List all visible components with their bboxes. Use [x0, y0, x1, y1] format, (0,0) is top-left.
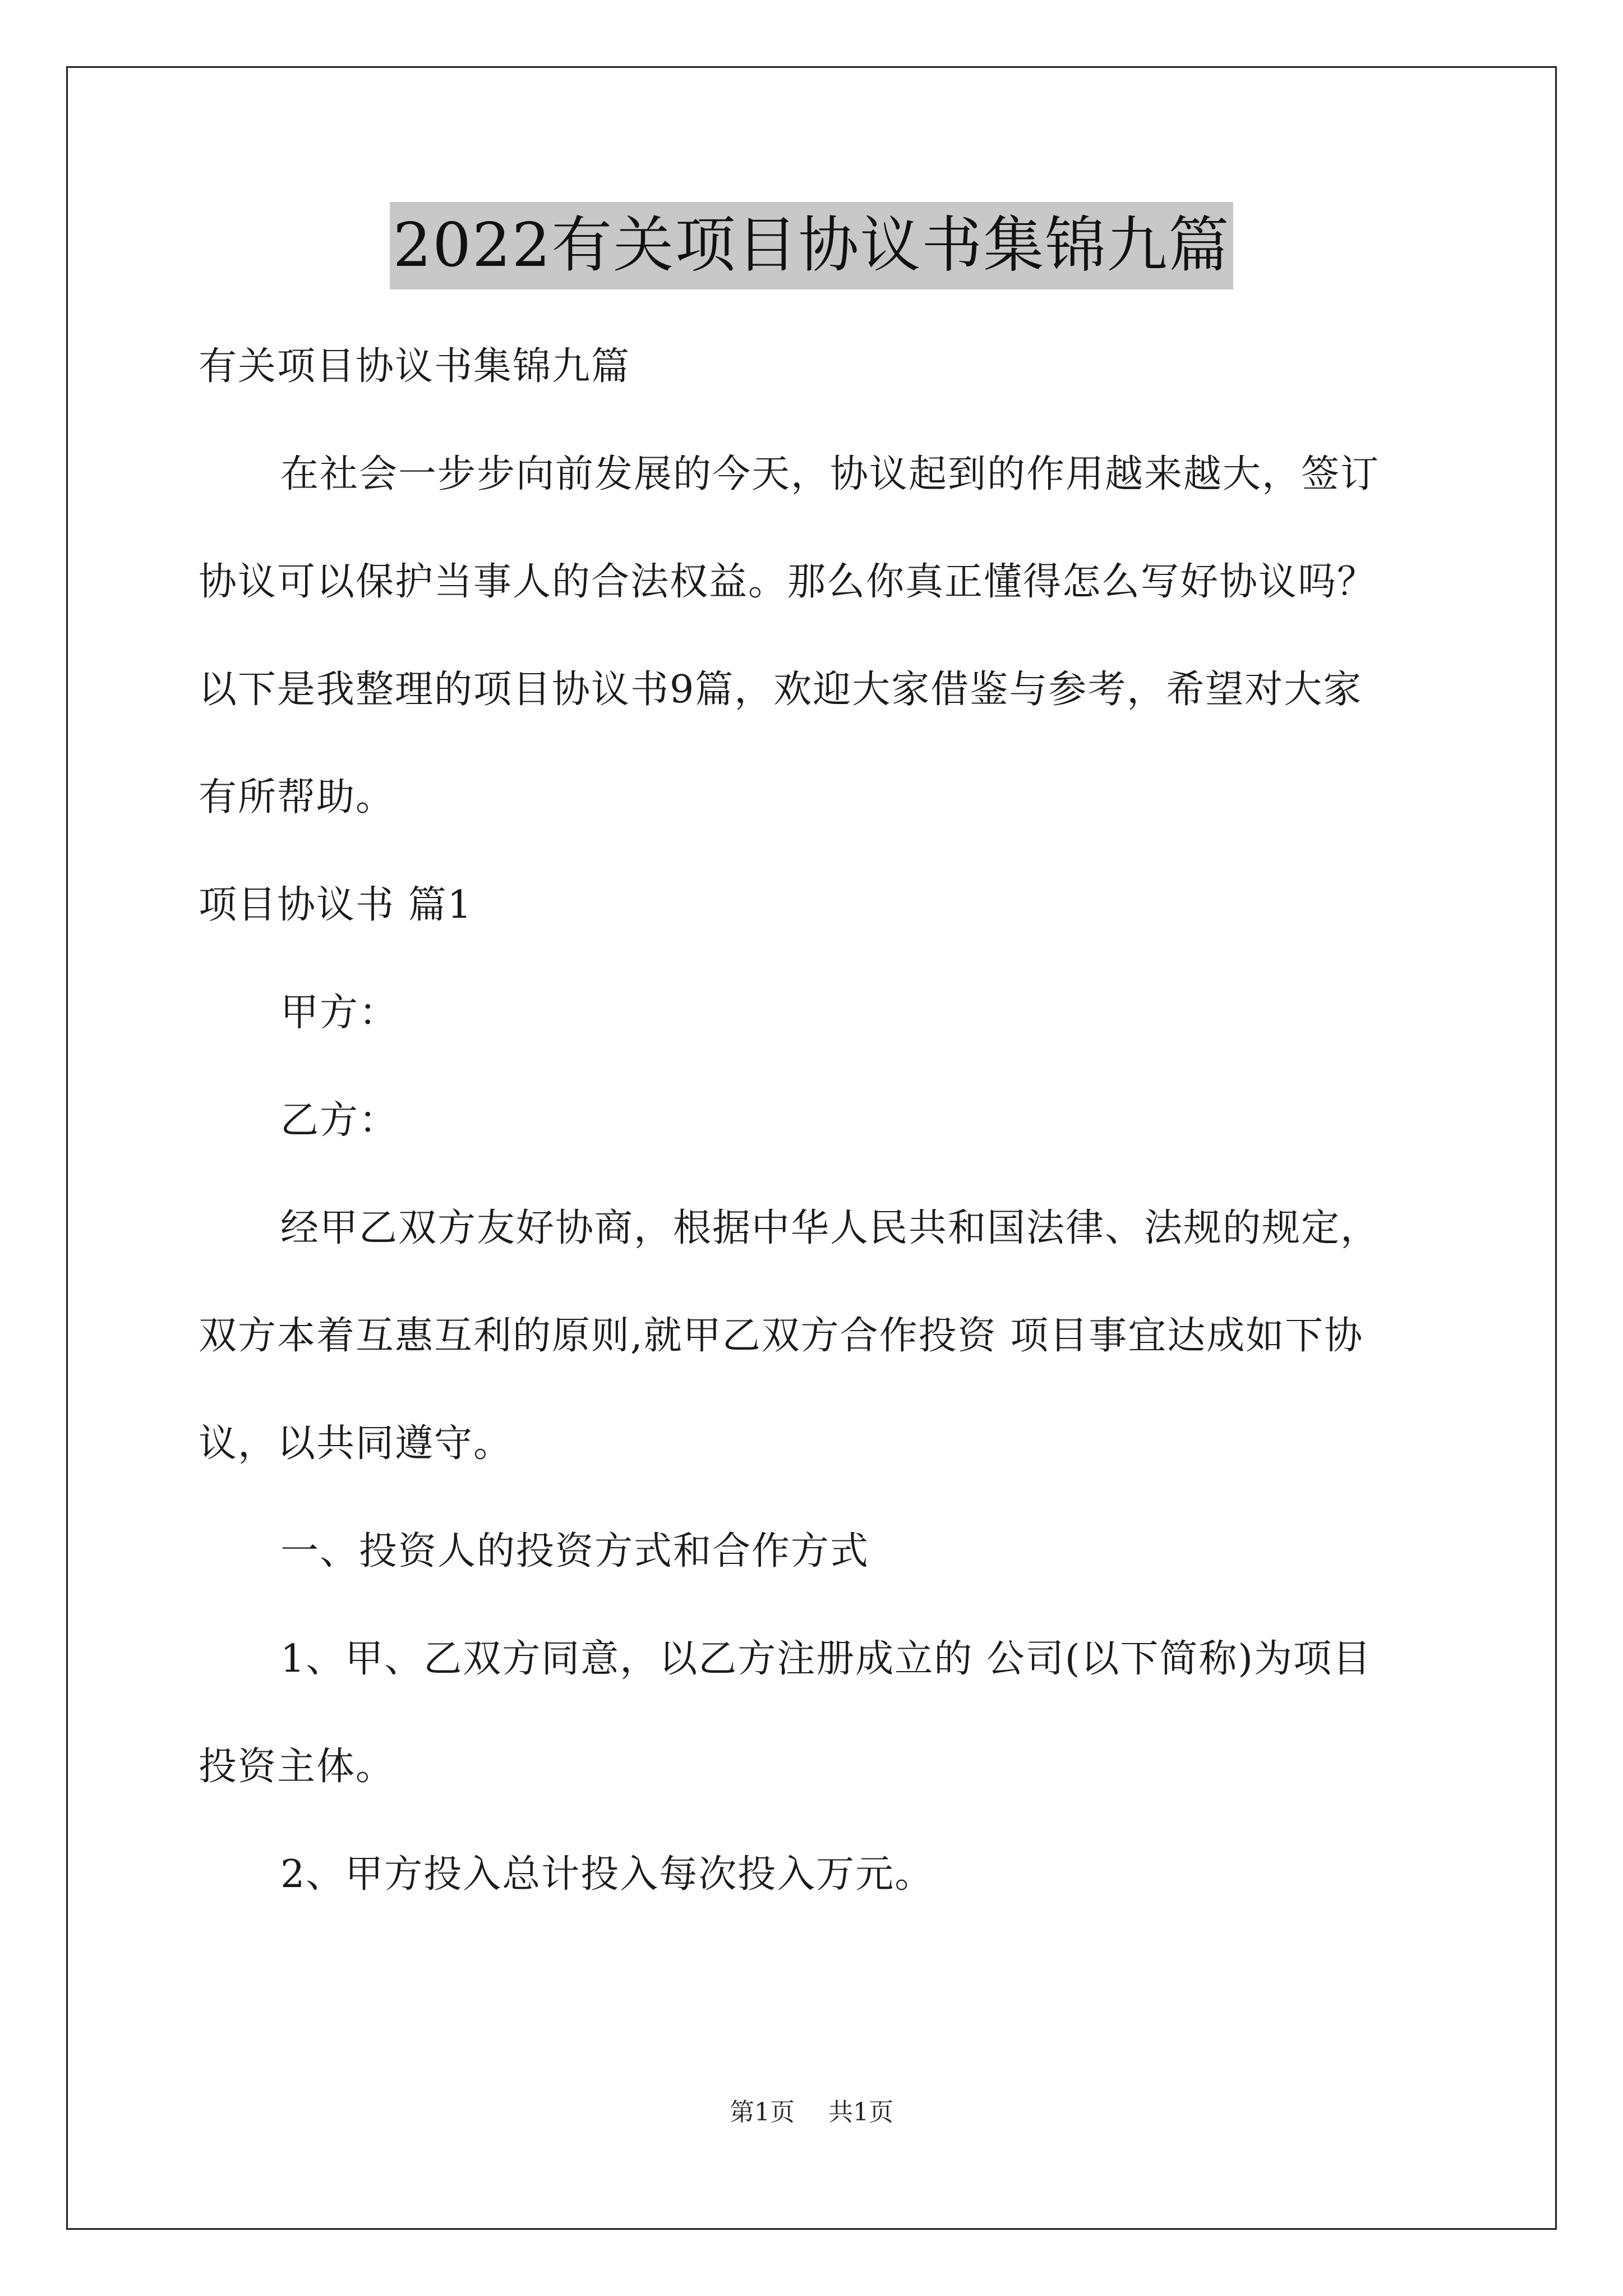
intro-line: 有所帮助。	[199, 775, 395, 820]
party-b-label: 乙方：	[280, 1098, 399, 1143]
preamble-line: 双方本着互惠互利的原则,就甲乙双方合作投资 项目事宜达成如下协	[199, 1314, 1364, 1358]
page-footer	[0, 2097, 1623, 2128]
clause-heading-paragraph	[199, 1529, 1427, 1573]
clause-1-line: 1、甲、乙双方同意，以乙方注册成立的 公司(以下简称)为项目	[280, 1637, 1372, 1681]
intro-paragraph	[199, 452, 1427, 820]
title-wrap	[0, 202, 1623, 289]
clause-1-line: 投资主体。	[199, 1745, 395, 1789]
party-a-label: 甲方：	[280, 991, 399, 1035]
intro-line: 以下是我整理的项目协议书9篇，欢迎大家借鉴与参考，希望对大家	[199, 668, 1363, 712]
preamble-line: 议，以共同遵守。	[199, 1421, 513, 1466]
page-number-current: 第1页	[730, 2098, 795, 2127]
clause-heading: 一、投资人的投资方式和合作方式	[280, 1529, 870, 1573]
page-number-total: 共1页	[828, 2098, 893, 2127]
clause-2-paragraph	[199, 1852, 1427, 1897]
preamble-paragraph	[199, 1206, 1427, 1466]
section-heading: 项目协议书 篇1	[199, 883, 473, 927]
party-a-paragraph	[199, 991, 1427, 1035]
section-heading-paragraph	[199, 883, 1427, 927]
document-title: 2022有关项目协议书集锦九篇	[390, 202, 1234, 289]
document-subtitle: 有关项目协议书集锦九篇	[199, 344, 631, 389]
clause-1-paragraph	[199, 1637, 1427, 1789]
clause-2-line: 2、甲方投入总计投入每次投入万元。	[280, 1852, 934, 1897]
intro-line: 在社会一步步向前发展的今天，协议起到的作用越来越大，签订	[280, 452, 1380, 496]
intro-line: 协议可以保护当事人的合法权益。那么你真正懂得怎么写好协议吗？	[199, 560, 1377, 604]
document-body	[199, 344, 1427, 1963]
subtitle-paragraph	[199, 344, 1427, 389]
party-b-paragraph	[199, 1098, 1427, 1143]
preamble-line: 经甲乙双方友好协商，根据中华人民共和国法律、法规的规定，	[280, 1206, 1380, 1250]
